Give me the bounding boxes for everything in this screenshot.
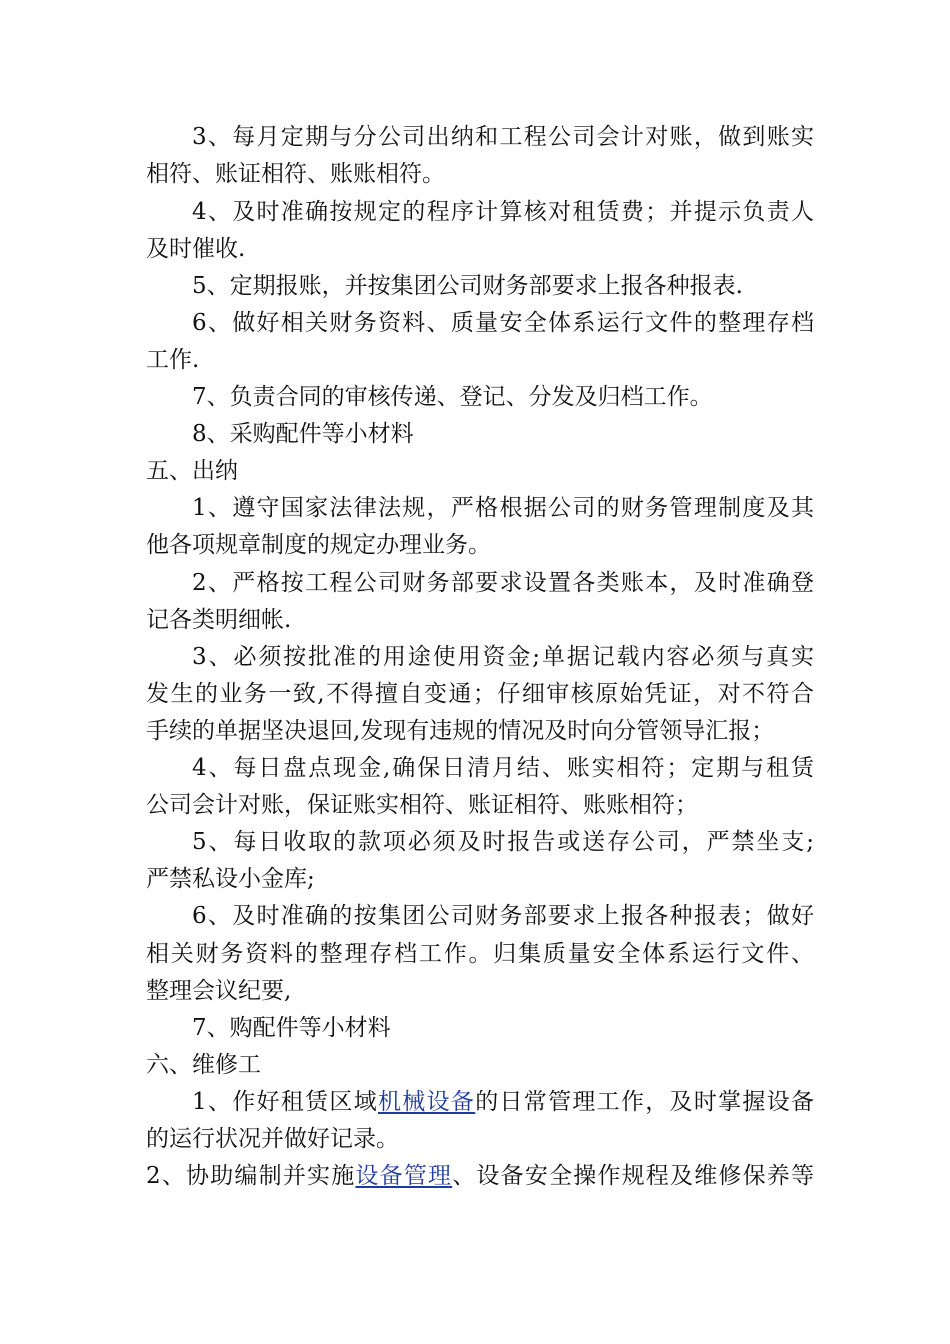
text-line: 发生的业务一致,不得擅自变通；仔细审核原始凭证，对不符合 xyxy=(146,681,814,707)
text-segment: 、设备安全操作规程及维修保养等 xyxy=(452,1163,814,1189)
text-line: 6、做好相关财务资料、质量安全体系运行文件的整理存档 xyxy=(192,310,814,336)
section-heading: 五、出纳 xyxy=(146,458,238,484)
text-line: 工作. xyxy=(146,347,200,373)
text-line: 7、购配件等小材料 xyxy=(192,1015,391,1041)
text-line: 的运行状况并做好记录。 xyxy=(146,1126,399,1152)
text-line: 3、必须按批准的用途使用资金;单据记载内容必须与真实 xyxy=(192,644,814,670)
text-segment: 1、作好租赁区域 xyxy=(192,1089,378,1115)
text-line: 4、及时准确按规定的程序计算核对租赁费；并提示负责人 xyxy=(192,199,814,225)
text-line: 严禁私设小金库; xyxy=(146,866,315,892)
text-line: 记各类明细帐. xyxy=(146,607,292,633)
text-line: 5、每日收取的款项必须及时报告或送存公司，严禁坐支; xyxy=(192,829,814,855)
text-line: 6、及时准确的按集团公司财务部要求上报各种报表；做好 xyxy=(192,903,814,929)
link-equipment-management[interactable]: 设备管理 xyxy=(355,1163,453,1189)
text-line: 相关财务资料的整理存档工作。归集质量安全体系运行文件、 xyxy=(146,941,814,967)
text-line: 手续的单据坚决退回,发现有违规的情况及时向分管领导汇报； xyxy=(146,718,775,744)
text-line xyxy=(192,1087,814,1117)
text-line: 4、每日盘点现金,确保日清月结、账实相符；定期与租赁 xyxy=(192,755,814,781)
text-line: 2、严格按工程公司财务部要求设置各类账本，及时准确登 xyxy=(192,570,814,596)
text-line xyxy=(146,1161,814,1191)
text-line: 7、负责合同的审核传递、登记、分发及归档工作。 xyxy=(192,384,713,410)
link-machinery-equipment[interactable]: 机械设备 xyxy=(378,1089,476,1115)
text-line: 相符、账证相符、账账相符。 xyxy=(146,161,445,187)
text-line: 8、采购配件等小材料 xyxy=(192,421,414,447)
section-heading: 六、维修工 xyxy=(146,1052,261,1078)
text-line: 3、每月定期与分公司出纳和工程公司会计对账，做到账实 xyxy=(192,124,814,150)
text-segment: 的日常管理工作，及时掌握设备 xyxy=(475,1089,815,1115)
text-line: 整理会议纪要, xyxy=(146,978,292,1004)
text-line: 及时催收. xyxy=(146,236,246,262)
text-line: 1、遵守国家法律法规，严格根据公司的财务管理制度及其 xyxy=(192,495,814,521)
text-line: 他各项规章制度的规定办理业务。 xyxy=(146,532,491,558)
text-line: 5、定期报账，并按集团公司财务部要求上报各种报表. xyxy=(192,273,743,299)
text-segment: 2、协助编制并实施 xyxy=(146,1163,356,1189)
text-line: 公司会计对账，保证账实相符、账证相符、账账相符； xyxy=(146,792,698,818)
